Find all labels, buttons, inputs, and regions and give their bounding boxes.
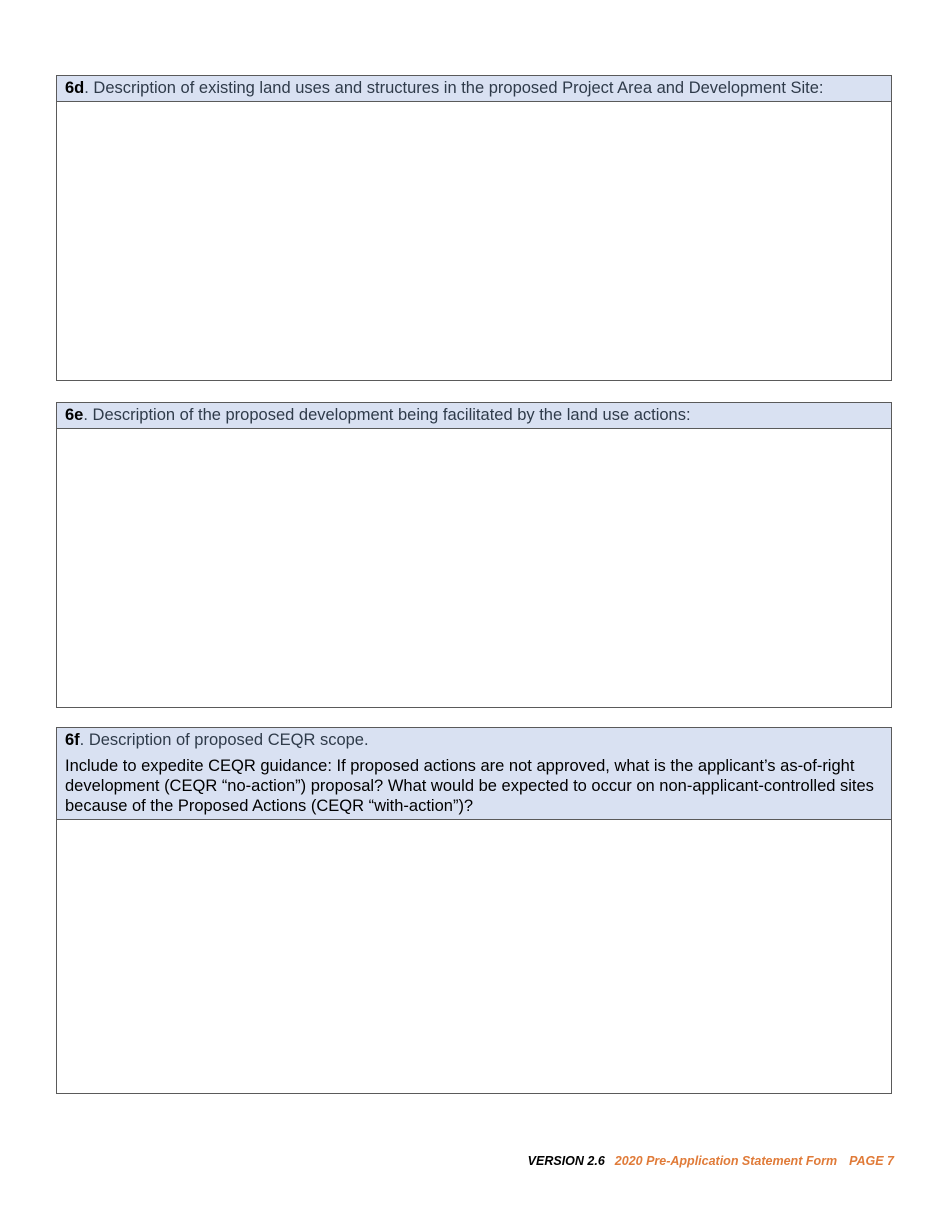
section-6e-header <box>57 403 891 429</box>
ceqr-guidance-text: Include to expedite CEQR guidance: If proposed actions are not approved, what is the applicant’s as-of-right development (CEQR “no-action”) proposal? What would be expected to occur on non-applicant-controlled sites because of the Proposed Actions (CEQR “with-action”)? <box>65 757 874 815</box>
proposed-development-field[interactable] <box>57 429 891 708</box>
section-number: 6f <box>65 731 80 749</box>
section-6f <box>56 727 892 1094</box>
existing-land-uses-field[interactable] <box>57 102 891 381</box>
ceqr-scope-field[interactable] <box>57 820 891 1099</box>
section-6d-header <box>57 76 891 102</box>
form-name-label: 2020 Pre-Application Statement Form <box>614 1154 838 1168</box>
section-6f-header <box>57 728 891 820</box>
page-footer <box>528 1154 894 1168</box>
version-label: VERSION 2.6 <box>527 1154 605 1168</box>
section-6e <box>56 402 892 708</box>
section-prompt: . Description of the proposed development being facilitated by the land use actions: <box>83 406 691 424</box>
section-prompt: . Description of proposed CEQR scope. <box>79 731 369 749</box>
page-number: PAGE 7 <box>849 1154 894 1168</box>
section-number: 6d <box>65 79 85 97</box>
section-prompt: . Description of existing land uses and structures in the proposed Project Area and Development Site: <box>84 79 824 97</box>
section-number: 6e <box>65 406 84 424</box>
section-6d <box>56 75 892 381</box>
